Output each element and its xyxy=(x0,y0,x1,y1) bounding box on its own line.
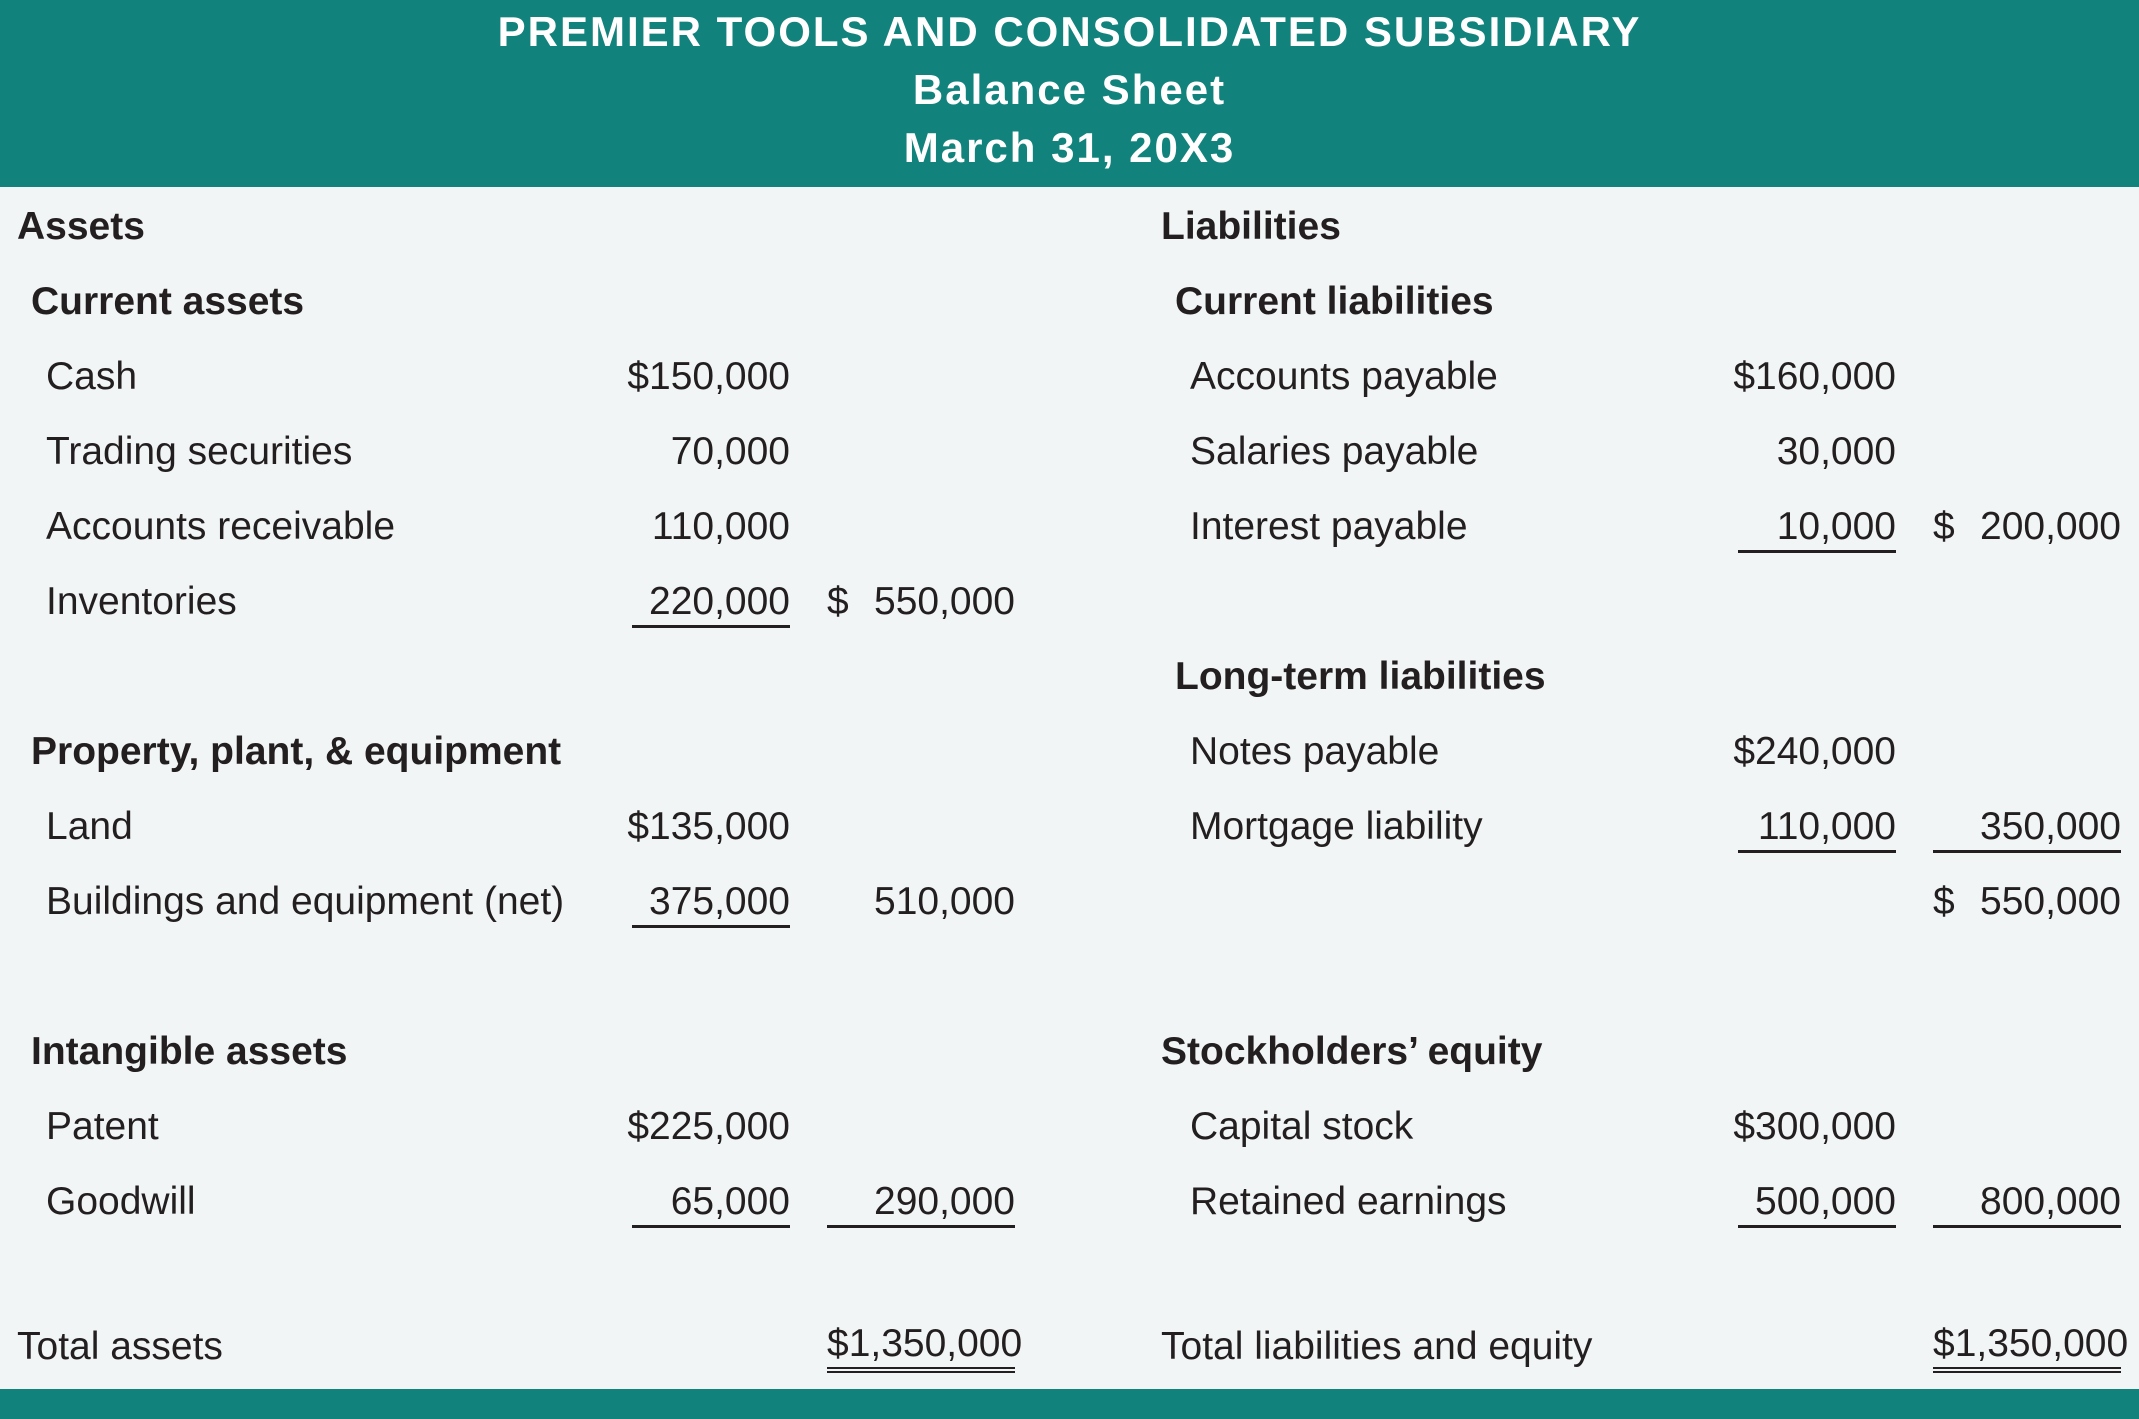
total-assets-amount: $1,350,000 xyxy=(827,1321,1015,1373)
footer-bar xyxy=(0,1389,2139,1419)
current-assets-heading: Current assets xyxy=(31,280,305,323)
total-assets-label: Total assets xyxy=(17,1325,223,1368)
assets-heading: Assets xyxy=(17,205,145,248)
accounts-receivable-amount: 110,000 xyxy=(651,505,790,548)
mortgage-liability-amount: 110,000 xyxy=(1738,804,1896,853)
statement-header xyxy=(0,0,2139,187)
statement-date: March 31, 20X3 xyxy=(903,124,1236,171)
trading-securities-amount: 70,000 xyxy=(670,430,790,473)
land-label: Land xyxy=(46,805,133,848)
total-liabilities-equity-label: Total liabilities and equity xyxy=(1161,1325,1593,1368)
goodwill-label: Goodwill xyxy=(46,1180,196,1223)
long-term-liabilities-heading: Long-term liabilities xyxy=(1175,655,1546,698)
statement-title: Balance Sheet xyxy=(912,66,1227,113)
current-liabilities-heading: Current liabilities xyxy=(1175,280,1494,323)
buildings-label: Buildings and equipment (net) xyxy=(46,880,565,923)
liabilities-heading: Liabilities xyxy=(1161,205,1341,248)
inventories-label: Inventories xyxy=(46,580,237,623)
ppe-heading: Property, plant, & equipment xyxy=(31,730,562,773)
accounts-payable-amount: $160,000 xyxy=(1733,355,1896,398)
total-liabilities-amount: 550,000 xyxy=(1980,880,2121,923)
company-name: PREMIER TOOLS AND CONSOLIDATED SUBSIDIARY xyxy=(497,8,1642,55)
current-assets-total: 550,000 xyxy=(874,580,1015,623)
total-liabilities-dollar-sign: $ xyxy=(1933,880,1955,923)
mortgage-liability-label: Mortgage liability xyxy=(1190,805,1483,848)
retained-earnings-amount: 500,000 xyxy=(1738,1179,1896,1228)
intangible-heading: Intangible assets xyxy=(31,1030,348,1073)
goodwill-amount: 65,000 xyxy=(632,1179,790,1228)
capital-stock-amount: $300,000 xyxy=(1733,1105,1896,1148)
ppe-total: 510,000 xyxy=(874,880,1015,923)
capital-stock-label: Capital stock xyxy=(1190,1105,1414,1148)
salaries-payable-label: Salaries payable xyxy=(1190,430,1479,473)
notes-payable-label: Notes payable xyxy=(1190,730,1440,773)
current-liabilities-total: 200,000 xyxy=(1980,505,2121,548)
inventories-amount: 220,000 xyxy=(632,579,790,628)
land-amount: $135,000 xyxy=(627,805,790,848)
accounts-payable-label: Accounts payable xyxy=(1190,355,1498,398)
equity-heading: Stockholders’ equity xyxy=(1161,1030,1543,1073)
long-term-liabilities-total: 350,000 xyxy=(1933,804,2121,853)
trading-securities-label: Trading securities xyxy=(46,430,353,473)
total-liabilities-equity-amount: $1,350,000 xyxy=(1933,1321,2121,1373)
notes-payable-amount: $240,000 xyxy=(1733,730,1896,773)
cash-amount: $150,000 xyxy=(627,355,790,398)
salaries-payable-amount: 30,000 xyxy=(1776,430,1896,473)
accounts-receivable-label: Accounts receivable xyxy=(46,505,396,548)
equity-total: 800,000 xyxy=(1933,1179,2121,1228)
cash-label: Cash xyxy=(46,355,138,398)
buildings-amount: 375,000 xyxy=(632,879,790,928)
retained-earnings-label: Retained earnings xyxy=(1190,1180,1507,1223)
intangible-total: 290,000 xyxy=(827,1179,1015,1228)
interest-payable-amount: 10,000 xyxy=(1738,504,1896,553)
patent-label: Patent xyxy=(46,1105,159,1148)
patent-amount: $225,000 xyxy=(627,1105,790,1148)
interest-payable-label: Interest payable xyxy=(1190,505,1468,548)
current-assets-dollar-sign: $ xyxy=(827,580,849,623)
current-liabilities-dollar-sign: $ xyxy=(1933,505,1955,548)
